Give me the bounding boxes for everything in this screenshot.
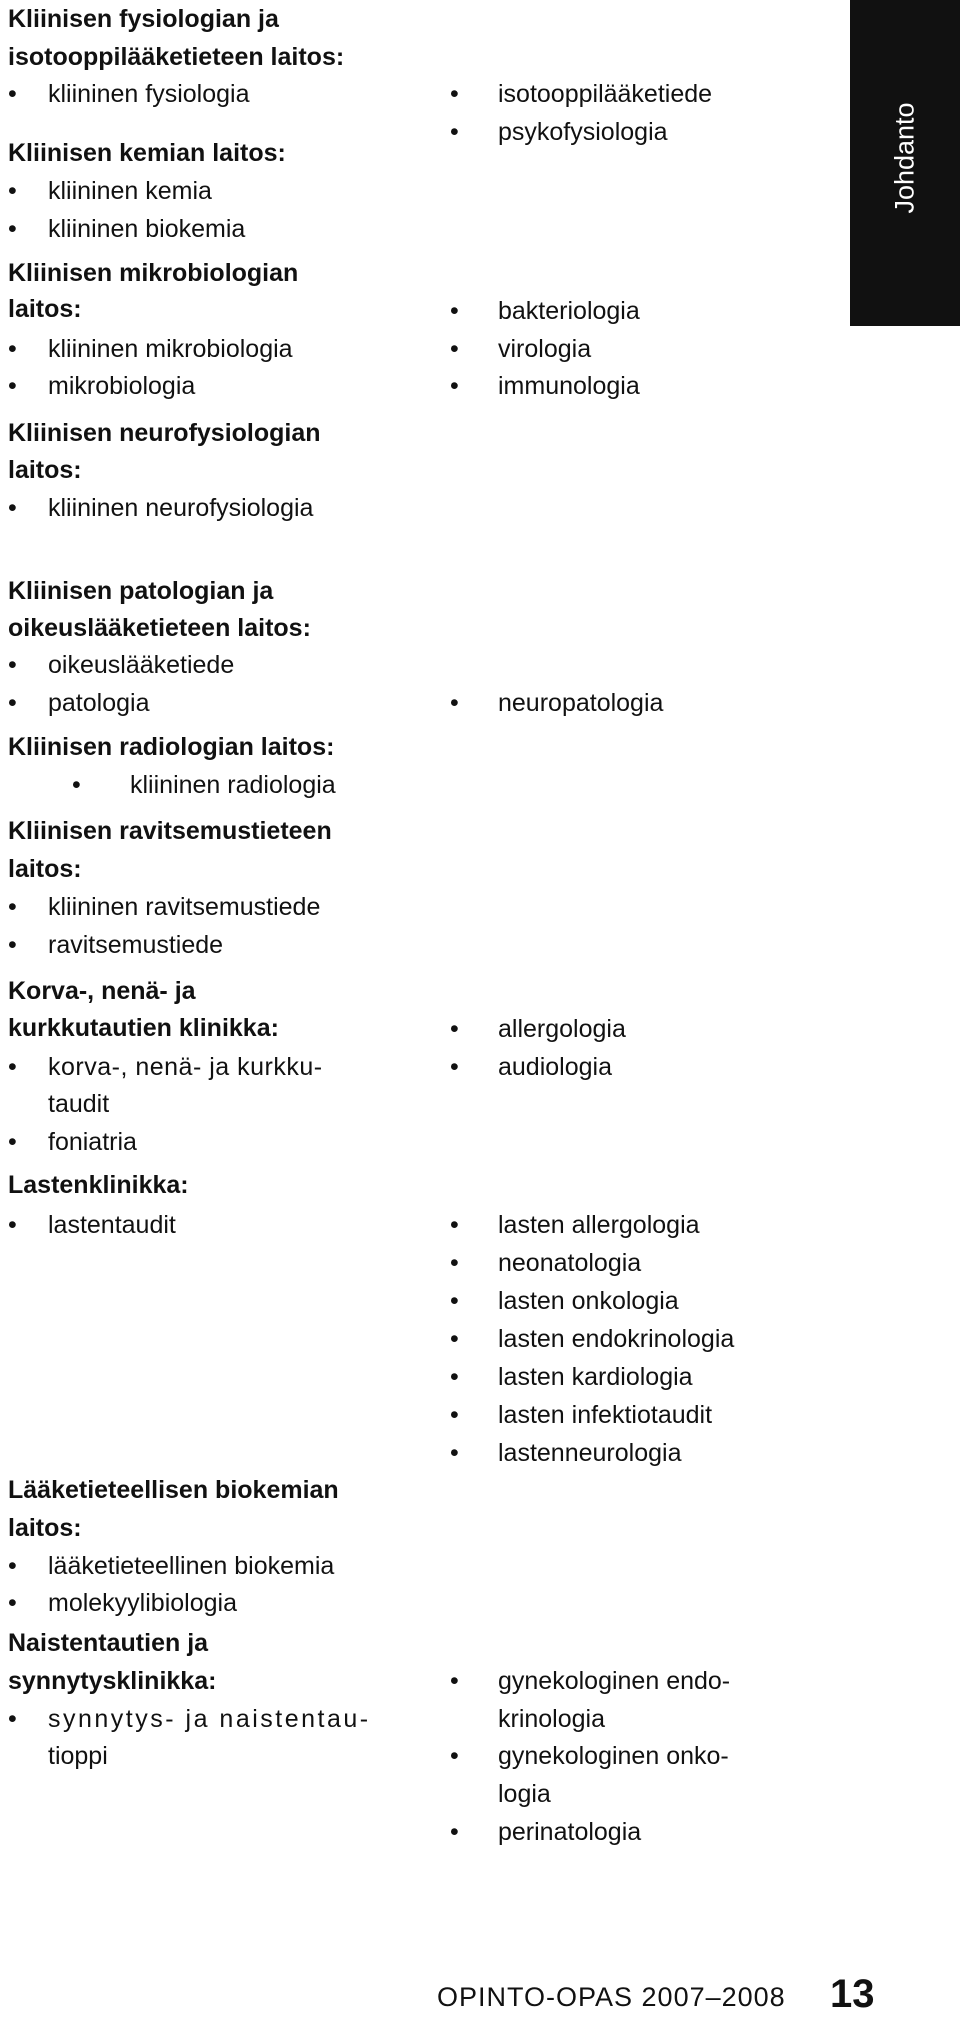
bullet: • bbox=[450, 1211, 459, 1239]
bullet: • bbox=[450, 1249, 459, 1277]
heading-kemia: Kliinisen kemian laitos: bbox=[8, 139, 286, 167]
bullet: • bbox=[8, 1589, 17, 1617]
list-item: lasten infektiotaudit bbox=[498, 1401, 713, 1429]
list-item: virologia bbox=[498, 335, 592, 363]
bullet: • bbox=[8, 1128, 17, 1156]
list-item: kliininen mikrobiologia bbox=[48, 335, 293, 363]
bullet: • bbox=[8, 1211, 17, 1239]
section-tab bbox=[850, 0, 960, 326]
bullet: • bbox=[8, 1705, 17, 1733]
list-item: audiologia bbox=[498, 1053, 612, 1081]
heading-radiologia: Kliinisen radiologian laitos: bbox=[8, 733, 335, 761]
bullet: • bbox=[8, 893, 17, 921]
list-item: lasten kardiologia bbox=[498, 1363, 693, 1391]
bullet: • bbox=[8, 215, 17, 243]
bullet: • bbox=[450, 80, 459, 108]
list-item: psykofysiologia bbox=[498, 118, 668, 146]
bullet: • bbox=[450, 1287, 459, 1315]
heading-biokemia-line1: Lääketieteellisen biokemian bbox=[8, 1476, 339, 1504]
bullet: • bbox=[8, 931, 17, 959]
list-item: kliininen fysiologia bbox=[48, 80, 250, 108]
heading-naistentautien-line2: synnytysklinikka: bbox=[8, 1667, 217, 1695]
heading-lastenklinikka: Lastenklinikka: bbox=[8, 1171, 189, 1199]
list-item: neonatologia bbox=[498, 1249, 642, 1277]
heading-fysiologia-line2: isotooppilääketieteen laitos: bbox=[8, 43, 345, 71]
list-item: immunologia bbox=[498, 372, 640, 400]
list-item: kliininen kemia bbox=[48, 177, 212, 205]
page-number: 13 bbox=[830, 1972, 875, 2016]
list-item: lasten onkologia bbox=[498, 1287, 679, 1315]
list-item: bakteriologia bbox=[498, 297, 640, 325]
bullet: • bbox=[450, 372, 459, 400]
list-item: kliininen radiologia bbox=[130, 771, 336, 799]
list-item: molekyylibiologia bbox=[48, 1589, 237, 1617]
list-item: mikrobiologia bbox=[48, 372, 196, 400]
section-tab-label: Johdanto bbox=[889, 102, 920, 214]
list-item: isotooppilääketiede bbox=[498, 80, 713, 108]
bullet: • bbox=[8, 689, 17, 717]
heading-mikrobiologia-line2: laitos: bbox=[8, 295, 82, 323]
bullet: • bbox=[8, 80, 17, 108]
bullet: • bbox=[450, 118, 459, 146]
bullet: • bbox=[450, 1325, 459, 1353]
bullet: • bbox=[450, 1667, 459, 1695]
heading-fysiologia-line1: Kliinisen fysiologian ja bbox=[8, 5, 279, 33]
bullet: • bbox=[450, 1439, 459, 1467]
bullet: • bbox=[8, 335, 17, 363]
bullet: • bbox=[8, 494, 17, 522]
list-item: patologia bbox=[48, 689, 150, 717]
list-item: oikeuslääketiede bbox=[48, 651, 235, 679]
list-item: kliininen biokemia bbox=[48, 215, 246, 243]
list-item: lääketieteellinen biokemia bbox=[48, 1552, 335, 1580]
bullet: • bbox=[72, 771, 81, 799]
bullet: • bbox=[8, 651, 17, 679]
heading-korva-line1: Korva-, nenä- ja bbox=[8, 977, 196, 1005]
bullet: • bbox=[450, 1818, 459, 1846]
heading-korva-line2: kurkkutautien klinikka: bbox=[8, 1014, 279, 1042]
bullet: • bbox=[8, 372, 17, 400]
bullet: • bbox=[450, 1401, 459, 1429]
heading-ravitsemus-line2: laitos: bbox=[8, 855, 82, 883]
bullet: • bbox=[8, 1552, 17, 1580]
list-item: lasten endokrinologia bbox=[498, 1325, 735, 1353]
list-item: neuropatologia bbox=[498, 689, 664, 717]
heading-biokemia-line2: laitos: bbox=[8, 1514, 82, 1542]
list-item: foniatria bbox=[48, 1128, 137, 1156]
list-item: synnytys- ja naistentau- bbox=[48, 1705, 371, 1733]
list-item-continuation: logia bbox=[498, 1780, 551, 1808]
list-item-continuation: krinologia bbox=[498, 1705, 606, 1733]
bullet: • bbox=[8, 1053, 17, 1081]
list-item: perinatologia bbox=[498, 1818, 642, 1846]
heading-neurofysiologia-line2: laitos: bbox=[8, 456, 82, 484]
list-item: lasten allergologia bbox=[498, 1211, 700, 1239]
list-item: lastenneurologia bbox=[498, 1439, 682, 1467]
bullet: • bbox=[450, 1015, 459, 1043]
footer-title: OPINTO-OPAS 2007–2008 bbox=[437, 1982, 786, 2012]
bullet: • bbox=[450, 1363, 459, 1391]
bullet: • bbox=[450, 1053, 459, 1081]
heading-patologia-line2: oikeuslääketieteen laitos: bbox=[8, 614, 311, 642]
list-item-continuation: tioppi bbox=[48, 1742, 108, 1770]
list-item: korva-, nenä- ja kurkku- bbox=[48, 1053, 323, 1081]
bullet: • bbox=[450, 335, 459, 363]
heading-naistentautien-line1: Naistentautien ja bbox=[8, 1629, 209, 1657]
bullet: • bbox=[450, 297, 459, 325]
list-item: kliininen neurofysiologia bbox=[48, 494, 314, 522]
list-item: ravitsemustiede bbox=[48, 931, 224, 959]
heading-mikrobiologia-line1: Kliinisen mikrobiologian bbox=[8, 259, 299, 287]
bullet: • bbox=[8, 177, 17, 205]
list-item: allergologia bbox=[498, 1015, 626, 1043]
bullet: • bbox=[450, 1742, 459, 1770]
heading-neurofysiologia-line1: Kliinisen neurofysiologian bbox=[8, 419, 321, 447]
bullet: • bbox=[450, 689, 459, 717]
list-item: gynekologinen endo- bbox=[498, 1667, 731, 1695]
list-item-continuation: taudit bbox=[48, 1090, 110, 1118]
heading-patologia-line1: Kliinisen patologian ja bbox=[8, 577, 274, 605]
list-item: kliininen ravitsemustiede bbox=[48, 893, 321, 921]
list-item: gynekologinen onko- bbox=[498, 1742, 729, 1770]
list-item: lastentaudit bbox=[48, 1211, 176, 1239]
heading-ravitsemus-line1: Kliinisen ravitsemustieteen bbox=[8, 817, 332, 845]
